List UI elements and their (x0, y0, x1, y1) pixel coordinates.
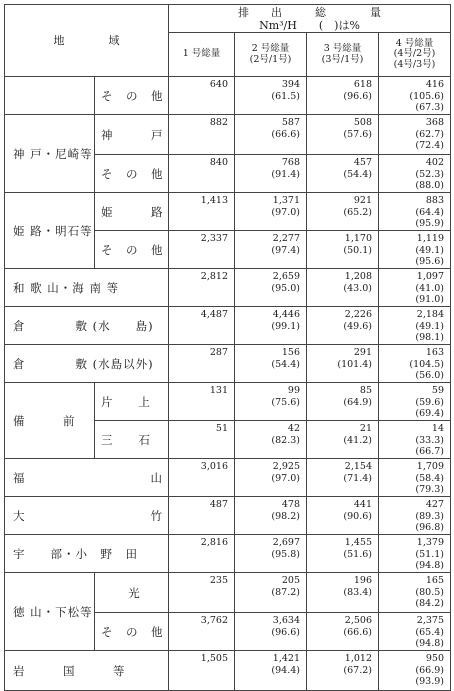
value-cell: 478 (98.2) (235, 497, 307, 535)
value-cell: 3,762 (169, 613, 235, 651)
region-header: 地 域 (5, 5, 169, 77)
value-cell: 156 (54.4) (235, 345, 307, 383)
col4-header: 4 号総量 (4号/2号) (4号/3号) (379, 33, 451, 77)
table-row (5, 651, 451, 691)
region-cell: 倉 敷 (水島以外) (5, 345, 169, 383)
subregion-cell: そ の 他 (95, 155, 169, 193)
value-cell: 2,659 (95.0) (235, 269, 307, 307)
value-cell: 4,487 (169, 307, 235, 345)
value-cell: 287 (169, 345, 235, 383)
region-cell: 福 山 (5, 459, 169, 497)
value-cell: 1,012 (67.2) (307, 651, 379, 691)
table-row (5, 115, 451, 155)
subregion-cell: 片 上 (95, 383, 169, 421)
emission-title: 排 出 総 量 (238, 5, 381, 19)
subregion-cell: そ の 他 (95, 613, 169, 651)
value-cell: 950 (66.9) (93.9) (379, 651, 451, 691)
value-cell: 640 (169, 77, 235, 115)
value-cell: 1,379 (51.1) (94.8) (379, 535, 451, 573)
value-cell: 59 (59.6) (69.4) (379, 383, 451, 421)
value-cell: 618 (96.6) (307, 77, 379, 115)
value-cell: 165 (80.5) (84.2) (379, 573, 451, 613)
value-cell: 3,634 (96.6) (235, 613, 307, 651)
value-cell: 587 (66.6) (235, 115, 307, 155)
value-cell: 1,455 (51.6) (307, 535, 379, 573)
value-cell: 2,337 (169, 231, 235, 269)
unit-label: Nm³/H ( )は% (259, 18, 360, 32)
subregion-cell: 神 戸 (95, 115, 169, 155)
emission-header (169, 5, 451, 33)
value-cell: 205 (87.2) (235, 573, 307, 613)
value-cell: 21 (41.2) (307, 421, 379, 459)
region-cell: 倉 敷 (水 島) (5, 307, 169, 345)
value-cell: 441 (90.6) (307, 497, 379, 535)
value-cell: 2,375 (65.4) (94.8) (379, 613, 451, 651)
value-cell: 2,154 (71.4) (307, 459, 379, 497)
subregion-cell: 姫 路 (95, 193, 169, 231)
value-cell: 1,413 (169, 193, 235, 231)
region-cell: 徳 山・下松等 (5, 573, 95, 651)
value-cell: 394 (61.5) (235, 77, 307, 115)
value-cell: 163 (104.5) (56.0) (379, 345, 451, 383)
value-cell: 2,697 (95.8) (235, 535, 307, 573)
value-cell: 51 (169, 421, 235, 459)
region-cell: 大 竹 (5, 497, 169, 535)
value-cell: 457 (54.4) (307, 155, 379, 193)
value-cell: 2,277 (97.4) (235, 231, 307, 269)
col3-header: 3 号総量 (3号/1号) (307, 33, 379, 77)
value-cell: 416 (105.6) (67.3) (379, 77, 451, 115)
value-cell: 99 (75.6) (235, 383, 307, 421)
emission-table (4, 4, 451, 691)
value-cell: 14 (33.3) (66.7) (379, 421, 451, 459)
value-cell: 3,016 (169, 459, 235, 497)
region-cell (5, 77, 95, 115)
value-cell: 2,184 (49.1) (98.1) (379, 307, 451, 345)
value-cell: 1,170 (50.1) (307, 231, 379, 269)
value-cell: 368 (62.7) (72.4) (379, 115, 451, 155)
region-cell: 岩 国 等 (5, 651, 169, 691)
value-cell: 85 (64.9) (307, 383, 379, 421)
col1-header: 1 号総量 (169, 33, 235, 77)
value-cell: 2,506 (66.6) (307, 613, 379, 651)
table-row (5, 269, 451, 307)
table-row (5, 535, 451, 573)
table-row (5, 345, 451, 383)
value-cell: 840 (169, 155, 235, 193)
value-cell: 131 (169, 383, 235, 421)
value-cell: 883 (64.4) (95.9) (379, 193, 451, 231)
subregion-cell: 三 石 (95, 421, 169, 459)
table-row (5, 383, 451, 421)
value-cell: 1,208 (43.0) (307, 269, 379, 307)
value-cell: 235 (169, 573, 235, 613)
value-cell: 4,446 (99.1) (235, 307, 307, 345)
subregion-cell: 光 (95, 573, 169, 613)
value-cell: 1,505 (169, 651, 235, 691)
value-cell: 1,421 (94.4) (235, 651, 307, 691)
value-cell: 882 (169, 115, 235, 155)
value-cell: 768 (91.4) (235, 155, 307, 193)
region-cell: 神 戸・尼崎等 (5, 115, 95, 193)
value-cell: 196 (83.4) (307, 573, 379, 613)
value-cell: 291 (101.4) (307, 345, 379, 383)
value-cell: 487 (169, 497, 235, 535)
region-cell: 和 歌 山・海 南 等 (5, 269, 169, 307)
value-cell: 42 (82.3) (235, 421, 307, 459)
region-cell: 備 前 (5, 383, 95, 459)
region-cell: 姫 路・明石等 (5, 193, 95, 269)
table-row (5, 193, 451, 231)
table-row (5, 307, 451, 345)
value-cell: 427 (89.3) (96.8) (379, 497, 451, 535)
value-cell: 1,371 (97.0) (235, 193, 307, 231)
table-row (5, 459, 451, 497)
value-cell: 2,226 (49.6) (307, 307, 379, 345)
value-cell: 1,119 (49.1) (95.6) (379, 231, 451, 269)
value-cell: 1,709 (58.4) (79.3) (379, 459, 451, 497)
region-cell: 宇 部・小 野 田 (5, 535, 169, 573)
subregion-cell: そ の 他 (95, 77, 169, 115)
value-cell: 508 (57.6) (307, 115, 379, 155)
table-row (5, 497, 451, 535)
value-cell: 2,812 (169, 269, 235, 307)
subregion-cell: そ の 他 (95, 231, 169, 269)
col2-header: 2 号総量 (2号/1号) (235, 33, 307, 77)
value-cell: 402 (52.3) (88.0) (379, 155, 451, 193)
table-row (5, 77, 451, 115)
value-cell: 2,925 (97.0) (235, 459, 307, 497)
value-cell: 921 (65.2) (307, 193, 379, 231)
value-cell: 2,816 (169, 535, 235, 573)
table-row (5, 573, 451, 613)
value-cell: 1,097 (41.0) (91.0) (379, 269, 451, 307)
